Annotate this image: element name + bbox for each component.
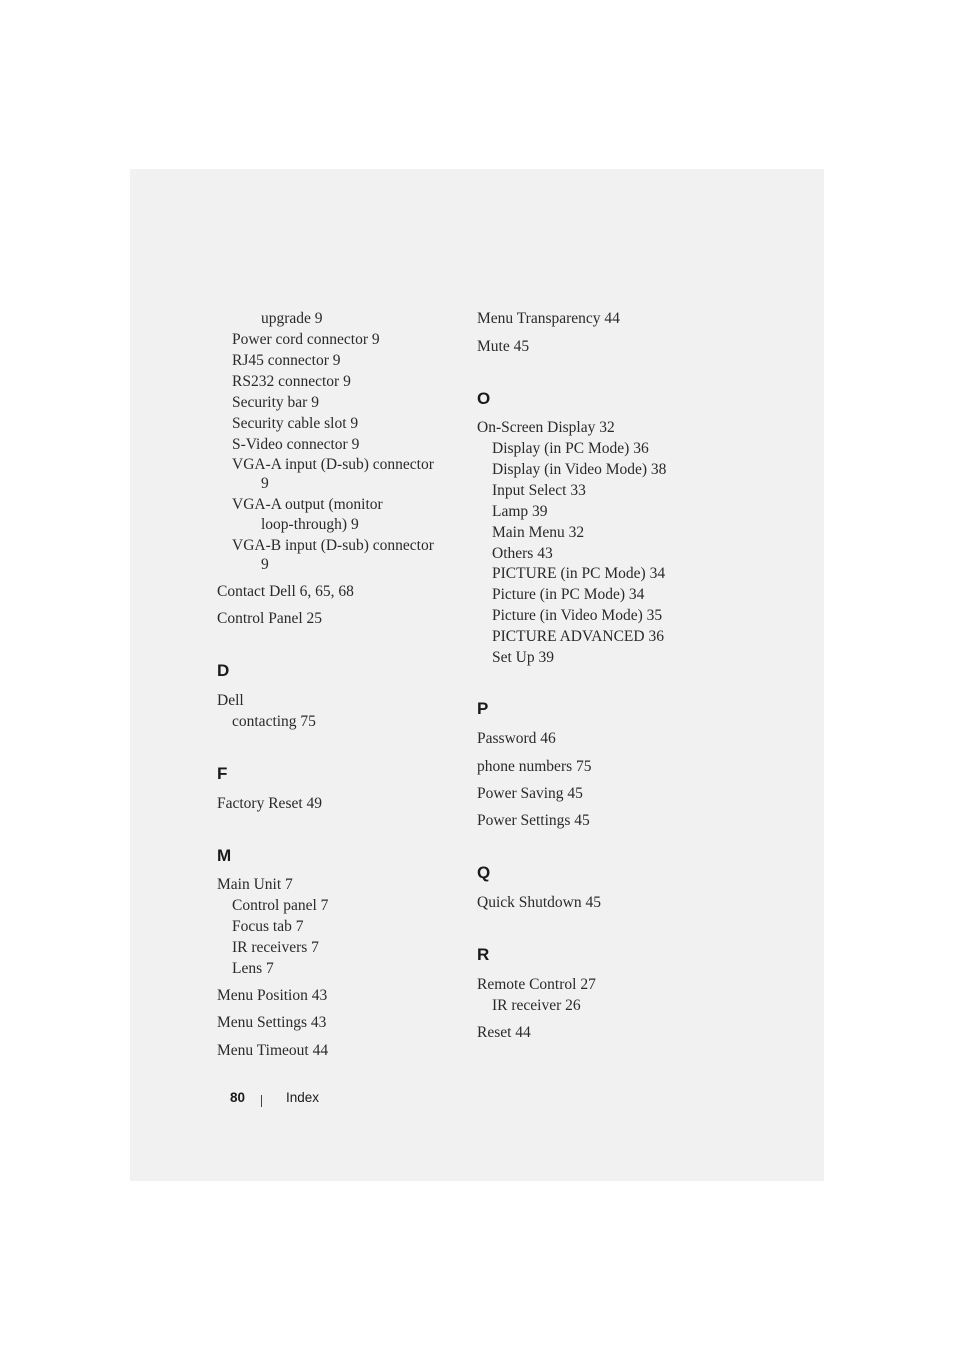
index-subentry: Picture (in PC Mode) 34 <box>492 586 645 603</box>
index-entry: Menu Timeout 44 <box>217 1042 329 1059</box>
index-entry: Mute 45 <box>477 338 530 355</box>
index-subsubentry: upgrade 9 <box>261 310 323 327</box>
index-letter-heading-q: Q <box>477 863 491 882</box>
index-entry: On-Screen Display 32 <box>477 419 615 436</box>
index-subentry: Lens 7 <box>232 960 274 977</box>
index-subentry: Security bar 9 <box>232 394 319 411</box>
index-subentry: VGA-A output (monitor <box>232 496 383 513</box>
index-subentry: Power cord connector 9 <box>232 331 380 348</box>
index-subentry: Control panel 7 <box>232 897 329 914</box>
index-subentry: Lamp 39 <box>492 503 548 520</box>
index-entry: Menu Position 43 <box>217 987 328 1004</box>
index-entry: Power Settings 45 <box>477 812 590 829</box>
index-page <box>130 169 824 1181</box>
footer-divider <box>261 1095 262 1107</box>
index-entry: Contact Dell 6, 65, 68 <box>217 583 354 600</box>
index-subentry: RS232 connector 9 <box>232 373 351 390</box>
index-entry: Menu Transparency 44 <box>477 310 620 327</box>
index-subentry: Picture (in Video Mode) 35 <box>492 607 663 624</box>
index-letter-heading-m: M <box>217 846 232 865</box>
index-letter-heading-d: D <box>217 661 230 680</box>
index-subentry-continuation: 9 <box>261 556 269 573</box>
footer-section-label: Index <box>286 1090 320 1105</box>
index-subentry: VGA-A input (D-sub) connector <box>232 456 434 473</box>
index-entry: phone numbers 75 <box>477 758 592 775</box>
index-letter-heading-r: R <box>477 945 490 964</box>
index-entry: Control Panel 25 <box>217 610 323 627</box>
index-subentry-continuation: loop-through) 9 <box>261 516 359 533</box>
index-subentry: Set Up 39 <box>492 649 554 666</box>
index-subentry: RJ45 connector 9 <box>232 352 341 369</box>
index-subentry: Display (in PC Mode) 36 <box>492 440 649 457</box>
index-entry: Dell <box>217 692 244 709</box>
index-entry: Main Unit 7 <box>217 876 293 893</box>
index-subentry: IR receiver 26 <box>492 997 581 1014</box>
index-subentry: Display (in Video Mode) 38 <box>492 461 667 478</box>
index-subentry: IR receivers 7 <box>232 939 319 956</box>
index-letter-heading-o: O <box>477 389 491 408</box>
index-entry: Factory Reset 49 <box>217 795 323 812</box>
index-subentry: Main Menu 32 <box>492 524 585 541</box>
index-letter-heading-p: P <box>477 699 489 718</box>
index-letter-heading-f: F <box>217 764 228 783</box>
index-subentry: contacting 75 <box>232 713 316 730</box>
index-subentry: S-Video connector 9 <box>232 436 360 453</box>
index-entry: Menu Settings 43 <box>217 1014 327 1031</box>
index-entry: Password 46 <box>477 730 556 747</box>
index-subentry: Security cable slot 9 <box>232 415 359 432</box>
index-subentry-continuation: 9 <box>261 475 269 492</box>
page-number: 80 <box>230 1090 246 1105</box>
index-subentry: VGA-B input (D-sub) connector <box>232 537 434 554</box>
index-entry: Reset 44 <box>477 1024 531 1041</box>
index-subentry: Focus tab 7 <box>232 918 304 935</box>
index-subentry: PICTURE (in PC Mode) 34 <box>492 565 666 582</box>
index-entry: Quick Shutdown 45 <box>477 894 601 911</box>
index-entry: Remote Control 27 <box>477 976 596 993</box>
index-subentry: PICTURE ADVANCED 36 <box>492 628 664 645</box>
index-entry: Power Saving 45 <box>477 785 583 802</box>
index-subentry: Others 43 <box>492 545 553 562</box>
index-subentry: Input Select 33 <box>492 482 586 499</box>
